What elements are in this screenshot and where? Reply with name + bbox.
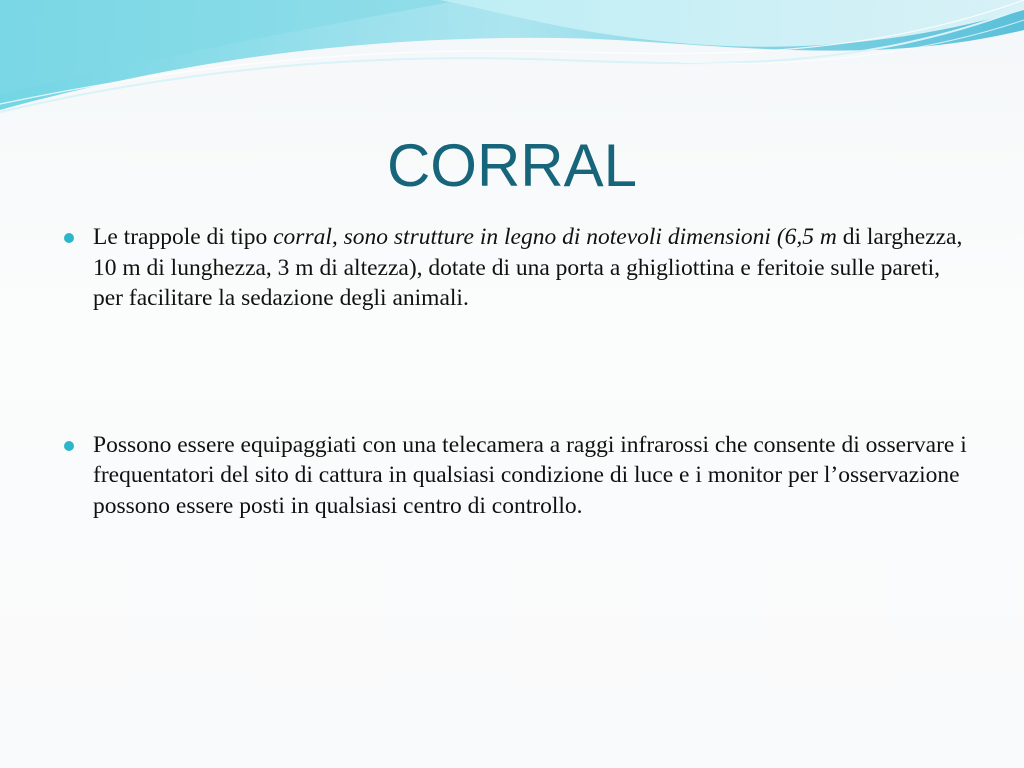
slide-title: CORRAL [386,132,638,199]
bullet-item [60,222,970,314]
bullet-dot-icon [64,441,74,451]
slide-body [60,222,970,521]
bullet-text-italic: corral, sono strutture in legno di notevoli dimensioni (6,5 m [273,224,837,250]
header-wave-decoration [0,0,1024,130]
bullet-text-intro: Le trappole di tipo [93,224,274,250]
bullet-dot-icon [64,233,74,243]
bullet-text: Possono essere equipaggiati con una telecamera a raggi infrarossi che consente di osservare i frequentatori del sito di cattura in qualsiasi condizione di luce e i monitor per l’osservazione possono essere posti in qualsiasi centro di controllo. [93,431,967,519]
bullet-text-rest: di larghezza, 10 m di lunghezza, 3 m di altezza), dotate di una porta a ghigliottina e feritoie sulle pareti, per facilitare la sedazione degli animali. [93,224,963,311]
bullet-item [60,430,970,522]
